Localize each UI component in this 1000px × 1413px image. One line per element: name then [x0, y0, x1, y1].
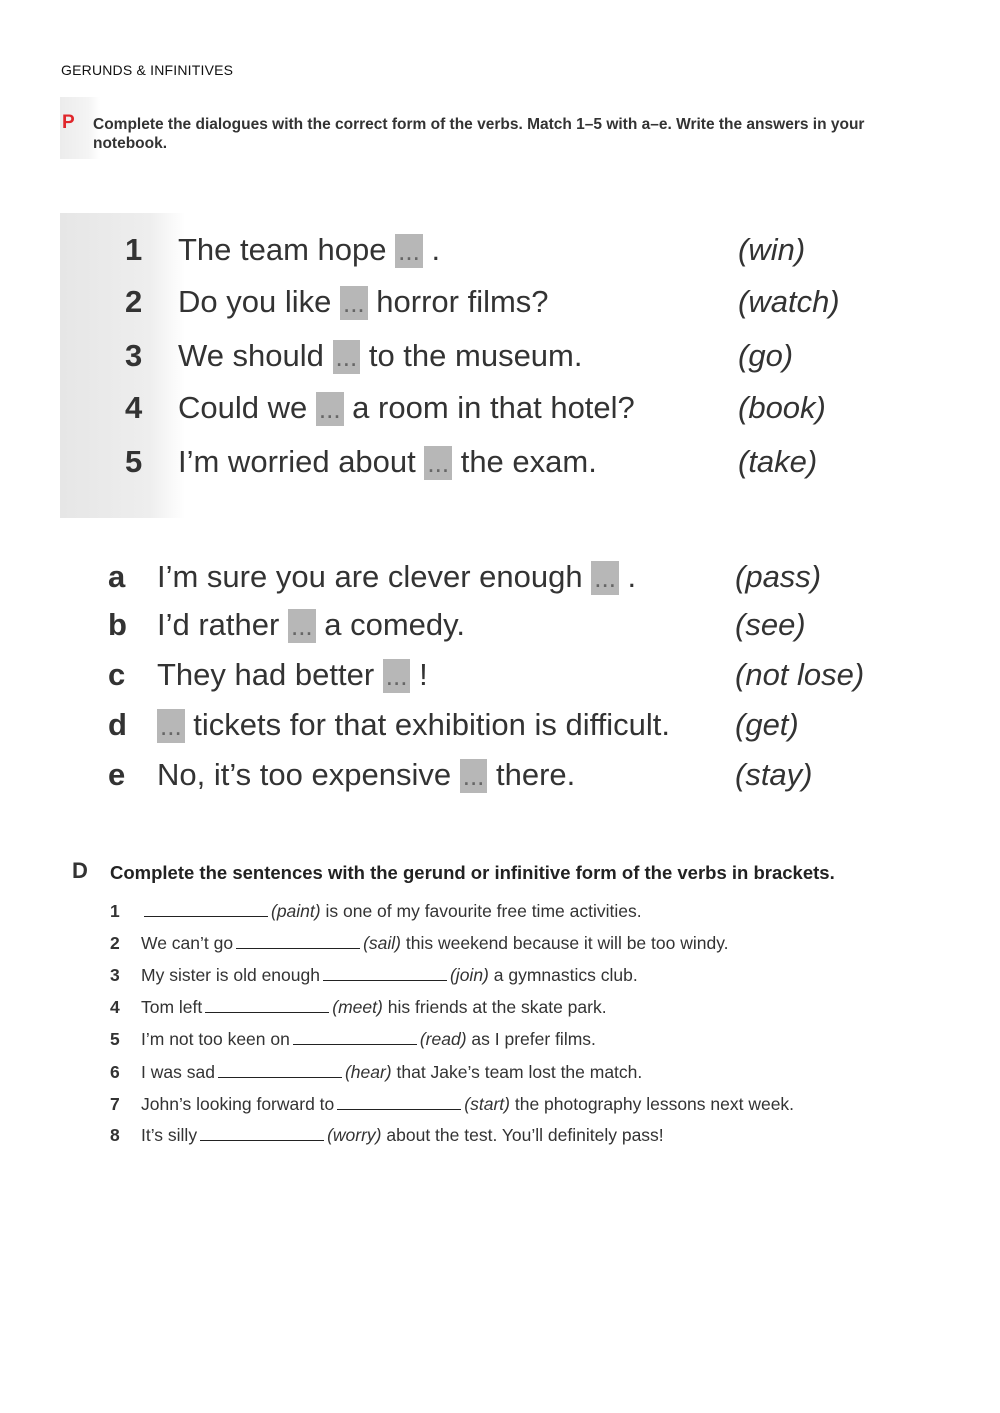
verb-prompt: (join)	[449, 965, 489, 985]
sentence	[157, 757, 575, 794]
sentence-end: .	[431, 231, 441, 267]
item-number: 1	[110, 901, 120, 921]
sentence-start: The team hope	[178, 231, 387, 267]
lettered-row	[0, 705, 1000, 745]
answer-blank[interactable]	[218, 1062, 342, 1078]
item-number: b	[108, 607, 127, 642]
item-number: 2	[125, 284, 143, 319]
section-p-header	[60, 97, 920, 159]
item-number: a	[108, 559, 126, 594]
answer-gap[interactable]: ...	[316, 392, 344, 426]
sentence-end: a room in that hotel?	[352, 389, 635, 425]
section-d-instruction: Complete the sentences with the gerund or infinitive form of the verbs in brackets.	[110, 862, 835, 883]
sentence-start: Do you like	[178, 283, 332, 319]
lettered-row	[0, 605, 1000, 645]
sentence-end: about the test. You’ll definitely pass!	[386, 1125, 664, 1145]
verb-prompt: (meet)	[332, 997, 383, 1017]
sentence	[157, 559, 636, 596]
sentence	[157, 607, 465, 644]
numbered-row	[0, 282, 1000, 322]
verb-prompt: (pass)	[735, 559, 822, 594]
lettered-row	[0, 655, 1000, 695]
numbered-row	[0, 442, 1000, 482]
item-number: 4	[125, 390, 143, 425]
verb-prompt: (hear)	[344, 1062, 392, 1082]
item-number: 8	[110, 1125, 120, 1145]
sentence-start: John’s looking forward to	[141, 1094, 335, 1114]
item-number: 2	[110, 933, 120, 953]
sentence-start: We can’t go	[141, 933, 234, 953]
sentence	[157, 657, 428, 694]
answer-gap[interactable]: ...	[424, 446, 452, 480]
numbered-row	[0, 388, 1000, 428]
item-number: 4	[110, 997, 120, 1017]
answer-gap[interactable]: ...	[340, 286, 368, 320]
sentence-end: this weekend because it will be too windy.	[405, 933, 729, 953]
verb-prompt: (paint)	[271, 901, 321, 921]
sentence-start: Could we	[178, 389, 308, 425]
sentence-start: No, it’s too expensive	[157, 756, 452, 792]
sentence	[178, 444, 597, 481]
sentence	[178, 338, 582, 375]
verb-prompt: (take)	[738, 444, 818, 479]
sentence-start: I was sad	[141, 1062, 215, 1082]
sentence-end: tickets for that exhibition is difficult.	[193, 706, 670, 742]
sentence-end: the photography lessons next week.	[514, 1094, 795, 1114]
sentence-row	[110, 1062, 642, 1084]
verb-prompt: (get)	[735, 707, 799, 742]
answer-blank[interactable]	[337, 1094, 461, 1110]
sentence	[178, 232, 440, 269]
sentence-end: is one of my favourite free time activities.	[325, 901, 642, 921]
sentence-start: It’s silly	[141, 1125, 198, 1145]
answer-blank[interactable]	[200, 1125, 324, 1141]
numbered-row	[0, 230, 1000, 270]
answer-blank[interactable]	[293, 1029, 417, 1045]
verb-prompt: (go)	[738, 338, 794, 373]
sentence-start: I’d rather	[157, 606, 280, 642]
sentence	[178, 390, 635, 427]
sentence-end: .	[627, 558, 637, 594]
sentence-row	[110, 1094, 794, 1116]
section-d-letter: D	[72, 858, 88, 883]
answer-gap[interactable]: ...	[383, 659, 411, 693]
section-p-letter: P	[62, 112, 75, 133]
item-number: 5	[110, 1029, 120, 1049]
sentence-end: !	[419, 656, 428, 692]
verb-prompt: (worry)	[327, 1125, 382, 1145]
answer-blank[interactable]	[236, 933, 360, 949]
sentence-start: Tom left	[141, 997, 203, 1017]
sentence-row	[110, 997, 607, 1019]
item-number: 7	[110, 1094, 120, 1114]
item-number: e	[108, 757, 126, 792]
sentence-end: to the museum.	[368, 337, 583, 373]
sentence-start: I’m sure you are clever enough	[157, 558, 583, 594]
verb-prompt: (stay)	[735, 757, 813, 792]
sentence-row	[110, 965, 638, 987]
answer-gap[interactable]: ...	[460, 759, 488, 793]
sentence-start: We should	[178, 337, 324, 373]
sentence-end: the exam.	[460, 443, 597, 479]
verb-prompt: (see)	[735, 607, 806, 642]
sentence-end: a gymnastics club.	[493, 965, 638, 985]
answer-blank[interactable]	[205, 997, 329, 1013]
lettered-row	[0, 755, 1000, 795]
item-number: 6	[110, 1062, 120, 1082]
sentence-start: My sister is old enough	[141, 965, 320, 985]
verb-prompt: (not lose)	[735, 657, 865, 692]
sentence-row	[110, 933, 729, 955]
sentence	[178, 284, 549, 321]
sentence-start: I’m worried about	[178, 443, 416, 479]
sentence-end: his friends at the skate park.	[387, 997, 607, 1017]
item-number: 1	[125, 232, 143, 267]
item-number: 5	[125, 444, 143, 479]
verb-prompt: (book)	[738, 390, 826, 425]
sentence-row	[110, 901, 642, 923]
sentence-start: They had better	[157, 656, 375, 692]
answer-gap[interactable]: ...	[333, 340, 361, 374]
answer-gap[interactable]: ...	[288, 609, 316, 643]
sentence-end: there.	[496, 756, 576, 792]
sentence-end: as I prefer films.	[471, 1029, 596, 1049]
verb-prompt: (win)	[738, 232, 806, 267]
sentence-end: that Jake’s team lost the match.	[396, 1062, 643, 1082]
sentence-row	[110, 1125, 664, 1147]
numbered-row	[0, 336, 1000, 376]
item-number: 3	[125, 338, 143, 373]
verb-prompt: (watch)	[738, 284, 840, 319]
answer-blank[interactable]	[144, 901, 268, 917]
item-number: c	[108, 657, 126, 692]
sentence	[157, 707, 670, 744]
verb-prompt: (sail)	[363, 933, 402, 953]
page-title: GERUNDS & INFINITIVES	[61, 62, 234, 78]
item-number: d	[108, 707, 127, 742]
sentence-end: horror films?	[376, 283, 549, 319]
lettered-row	[0, 557, 1000, 597]
answer-blank[interactable]	[323, 965, 447, 981]
verb-prompt: (start)	[464, 1094, 510, 1114]
answer-gap[interactable]: ...	[591, 561, 619, 595]
sentence-end: a comedy.	[324, 606, 465, 642]
verb-prompt: (read)	[419, 1029, 467, 1049]
section-p-instruction: Complete the dialogues with the correct form of the verbs. Match 1–5 with a–e. Write the answers in your notebook.	[93, 116, 865, 152]
answer-gap[interactable]: ...	[157, 709, 185, 743]
sentence-row	[110, 1029, 596, 1051]
sentence-start: I’m not too keen on	[141, 1029, 290, 1049]
answer-gap[interactable]: ...	[395, 234, 423, 268]
item-number: 3	[110, 965, 120, 985]
